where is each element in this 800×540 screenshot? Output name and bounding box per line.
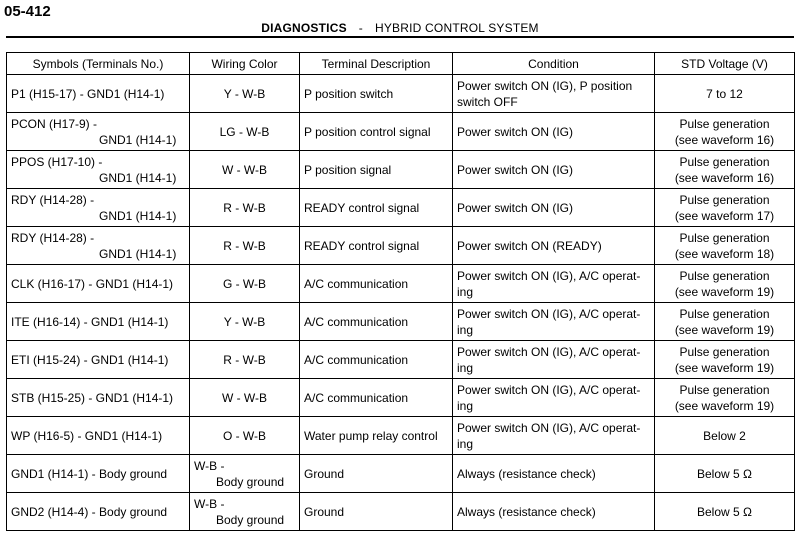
symbol-cell <box>7 341 190 379</box>
terminal-description-cell: P position switch <box>300 75 453 113</box>
std-voltage-cell <box>655 341 795 379</box>
wiring-color-cell <box>190 417 300 455</box>
symbol-cell <box>7 417 190 455</box>
wiring-color-cell-line: R - W-B <box>223 238 266 253</box>
std-voltage-cell-line: Below 5 Ω <box>697 466 752 481</box>
header-separator: - <box>358 21 363 35</box>
symbol-cell <box>7 265 190 303</box>
column-header: Symbols (Terminals No.) <box>7 53 190 75</box>
condition-cell-line: Power switch ON (IG) <box>457 162 574 177</box>
page-header <box>0 21 800 35</box>
std-voltage-cell <box>655 189 795 227</box>
condition-cell <box>453 75 655 113</box>
condition-cell-line: Always (resistance check) <box>457 504 596 519</box>
symbol-cell-line: GND1 (H14-1) <box>99 246 177 261</box>
std-voltage-cell-line: (see waveform 18) <box>674 246 775 261</box>
std-voltage-cell-line: (see waveform 16) <box>674 132 775 147</box>
condition-cell <box>453 113 655 151</box>
symbol-cell-line: RDY (H14-28) - <box>11 230 95 245</box>
std-voltage-cell-line: Below 5 Ω <box>697 504 752 519</box>
symbol-cell <box>7 151 190 189</box>
condition-cell-line: ing <box>457 360 474 375</box>
std-voltage-cell-line: (see waveform 19) <box>674 322 775 337</box>
condition-cell-line: ing <box>457 398 474 413</box>
table-row <box>7 341 795 379</box>
std-voltage-cell-line: Pulse generation <box>679 192 770 207</box>
table-row <box>7 493 795 531</box>
table-row <box>7 265 795 303</box>
terminal-description-cell: A/C communication <box>300 303 453 341</box>
terminal-description-cell: P position control signal <box>300 113 453 151</box>
std-voltage-cell <box>655 455 795 493</box>
std-voltage-cell-line: (see waveform 17) <box>674 208 775 223</box>
section-title: DIAGNOSTICS <box>261 21 347 35</box>
condition-cell-line: Power switch ON (IG) <box>457 124 574 139</box>
condition-cell-line: ing <box>457 322 474 337</box>
table-row <box>7 455 795 493</box>
condition-cell-line: ing <box>457 436 474 451</box>
condition-cell <box>453 265 655 303</box>
condition-cell <box>453 303 655 341</box>
wiring-color-cell-line: G - W-B <box>222 276 267 291</box>
std-voltage-cell <box>655 303 795 341</box>
terminal-description-cell: READY control signal <box>300 227 453 265</box>
condition-cell <box>453 227 655 265</box>
symbol-cell-line: P1 (H15-17) - GND1 (H14-1) <box>11 86 165 101</box>
table-row <box>7 113 795 151</box>
symbol-cell-line: GND1 (H14-1) <box>99 208 177 223</box>
wiring-color-cell-line: LG - W-B <box>219 124 270 139</box>
table-row <box>7 151 795 189</box>
condition-cell-line: Power switch ON (READY) <box>457 238 602 253</box>
condition-cell-line: Power switch ON (IG), A/C operat- <box>457 382 641 397</box>
condition-cell <box>453 455 655 493</box>
wiring-color-cell-line: R - W-B <box>223 200 266 215</box>
symbol-cell <box>7 189 190 227</box>
wiring-color-cell <box>190 227 300 265</box>
std-voltage-cell-line: (see waveform 19) <box>674 360 775 375</box>
condition-cell <box>453 151 655 189</box>
wiring-color-cell <box>190 265 300 303</box>
symbol-cell-line: ETI (H15-24) - GND1 (H14-1) <box>11 352 169 367</box>
std-voltage-cell-line: Below 2 <box>703 428 746 443</box>
std-voltage-cell <box>655 75 795 113</box>
page-number: 05-412 <box>4 3 51 20</box>
table-row <box>7 227 795 265</box>
wiring-color-cell-line: Body ground <box>216 474 285 489</box>
std-voltage-cell <box>655 493 795 531</box>
wiring-color-cell <box>190 151 300 189</box>
wiring-color-cell-line: Body ground <box>216 512 285 527</box>
terminal-description-cell: Ground <box>300 455 453 493</box>
wiring-color-cell <box>190 455 300 493</box>
std-voltage-cell <box>655 417 795 455</box>
condition-cell-line: Power switch ON (IG) <box>457 200 574 215</box>
condition-cell <box>453 493 655 531</box>
std-voltage-cell-line: (see waveform 19) <box>674 284 775 299</box>
symbol-cell-line: GND1 (H14-1) <box>99 132 177 147</box>
wiring-color-cell-line: W - W-B <box>221 390 268 405</box>
wiring-color-cell-line: W - W-B <box>221 162 268 177</box>
table-row <box>7 379 795 417</box>
std-voltage-cell-line: (see waveform 16) <box>674 170 775 185</box>
symbol-cell-line: GND2 (H14-4) - Body ground <box>11 504 168 519</box>
wiring-color-cell <box>190 189 300 227</box>
terminal-description-cell: A/C communication <box>300 341 453 379</box>
condition-cell <box>453 417 655 455</box>
std-voltage-cell-line: Pulse generation <box>679 382 770 397</box>
terminal-description-cell: P position signal <box>300 151 453 189</box>
wiring-color-cell <box>190 379 300 417</box>
table-body <box>7 75 795 531</box>
wiring-color-cell <box>190 493 300 531</box>
std-voltage-cell <box>655 151 795 189</box>
wiring-color-cell-line: W-B - <box>194 458 225 473</box>
condition-cell <box>453 189 655 227</box>
symbol-cell-line: PPOS (H17-10) - <box>11 154 103 169</box>
symbol-cell-line: WP (H16-5) - GND1 (H14-1) <box>11 428 163 443</box>
terminal-description-cell: READY control signal <box>300 189 453 227</box>
wiring-color-cell <box>190 113 300 151</box>
std-voltage-cell-line: Pulse generation <box>679 306 770 321</box>
wiring-color-cell-line: O - W-B <box>222 428 267 443</box>
terminal-description-cell: Water pump relay control <box>300 417 453 455</box>
symbol-cell <box>7 113 190 151</box>
terminal-description-cell: Ground <box>300 493 453 531</box>
std-voltage-cell-line: Pulse generation <box>679 230 770 245</box>
table-row <box>7 303 795 341</box>
std-voltage-cell-line: (see waveform 19) <box>674 398 775 413</box>
condition-cell-line: Always (resistance check) <box>457 466 596 481</box>
std-voltage-cell <box>655 379 795 417</box>
wiring-color-cell-line: Y - W-B <box>223 86 266 101</box>
condition-cell-line: switch OFF <box>457 94 518 109</box>
table-header-row <box>7 53 795 75</box>
condition-cell <box>453 379 655 417</box>
wiring-color-cell <box>190 75 300 113</box>
condition-cell-line: Power switch ON (IG), A/C operat- <box>457 344 641 359</box>
condition-cell-line: Power switch ON (IG), P position <box>457 78 633 93</box>
symbol-cell-line: GND1 (H14-1) <box>99 170 177 185</box>
condition-cell-line: Power switch ON (IG), A/C operat- <box>457 306 641 321</box>
condition-cell-line: Power switch ON (IG), A/C operat- <box>457 268 641 283</box>
wiring-color-cell <box>190 303 300 341</box>
std-voltage-cell-line: Pulse generation <box>679 154 770 169</box>
std-voltage-cell-line: Pulse generation <box>679 116 770 131</box>
std-voltage-cell <box>655 227 795 265</box>
column-header: Condition <box>453 53 655 75</box>
std-voltage-cell <box>655 113 795 151</box>
symbol-cell <box>7 303 190 341</box>
symbol-cell <box>7 379 190 417</box>
symbol-cell-line: ITE (H16-14) - GND1 (H14-1) <box>11 314 169 329</box>
symbol-cell-line: CLK (H16-17) - GND1 (H14-1) <box>11 276 174 291</box>
header-rule <box>6 36 794 38</box>
terminal-description-cell: A/C communication <box>300 379 453 417</box>
condition-cell-line: Power switch ON (IG), A/C operat- <box>457 420 641 435</box>
subsection-title: HYBRID CONTROL SYSTEM <box>374 21 539 35</box>
std-voltage-cell-line: Pulse generation <box>679 268 770 283</box>
std-voltage-cell-line: 7 to 12 <box>706 86 743 101</box>
wiring-color-cell-line: Y - W-B <box>223 314 266 329</box>
column-header: Terminal Description <box>300 53 453 75</box>
table-row <box>7 417 795 455</box>
terminal-description-cell: A/C communication <box>300 265 453 303</box>
wiring-color-cell-line: R - W-B <box>223 352 266 367</box>
std-voltage-cell-line: Pulse generation <box>679 344 770 359</box>
symbol-cell <box>7 455 190 493</box>
symbol-cell-line: RDY (H14-28) - <box>11 192 95 207</box>
symbol-cell-line: PCON (H17-9) - <box>11 116 98 131</box>
symbol-cell-line: STB (H15-25) - GND1 (H14-1) <box>11 390 174 405</box>
symbol-cell-line: GND1 (H14-1) - Body ground <box>11 466 168 481</box>
column-header: STD Voltage (V) <box>655 53 795 75</box>
symbol-cell <box>7 75 190 113</box>
wiring-color-cell-line: W-B - <box>194 496 225 511</box>
symbol-cell <box>7 493 190 531</box>
wiring-color-cell <box>190 341 300 379</box>
table-row <box>7 75 795 113</box>
std-voltage-cell <box>655 265 795 303</box>
condition-cell <box>453 341 655 379</box>
table-row <box>7 189 795 227</box>
symbol-cell <box>7 227 190 265</box>
condition-cell-line: ing <box>457 284 474 299</box>
terminal-voltage-table <box>6 52 795 531</box>
column-header: Wiring Color <box>190 53 300 75</box>
